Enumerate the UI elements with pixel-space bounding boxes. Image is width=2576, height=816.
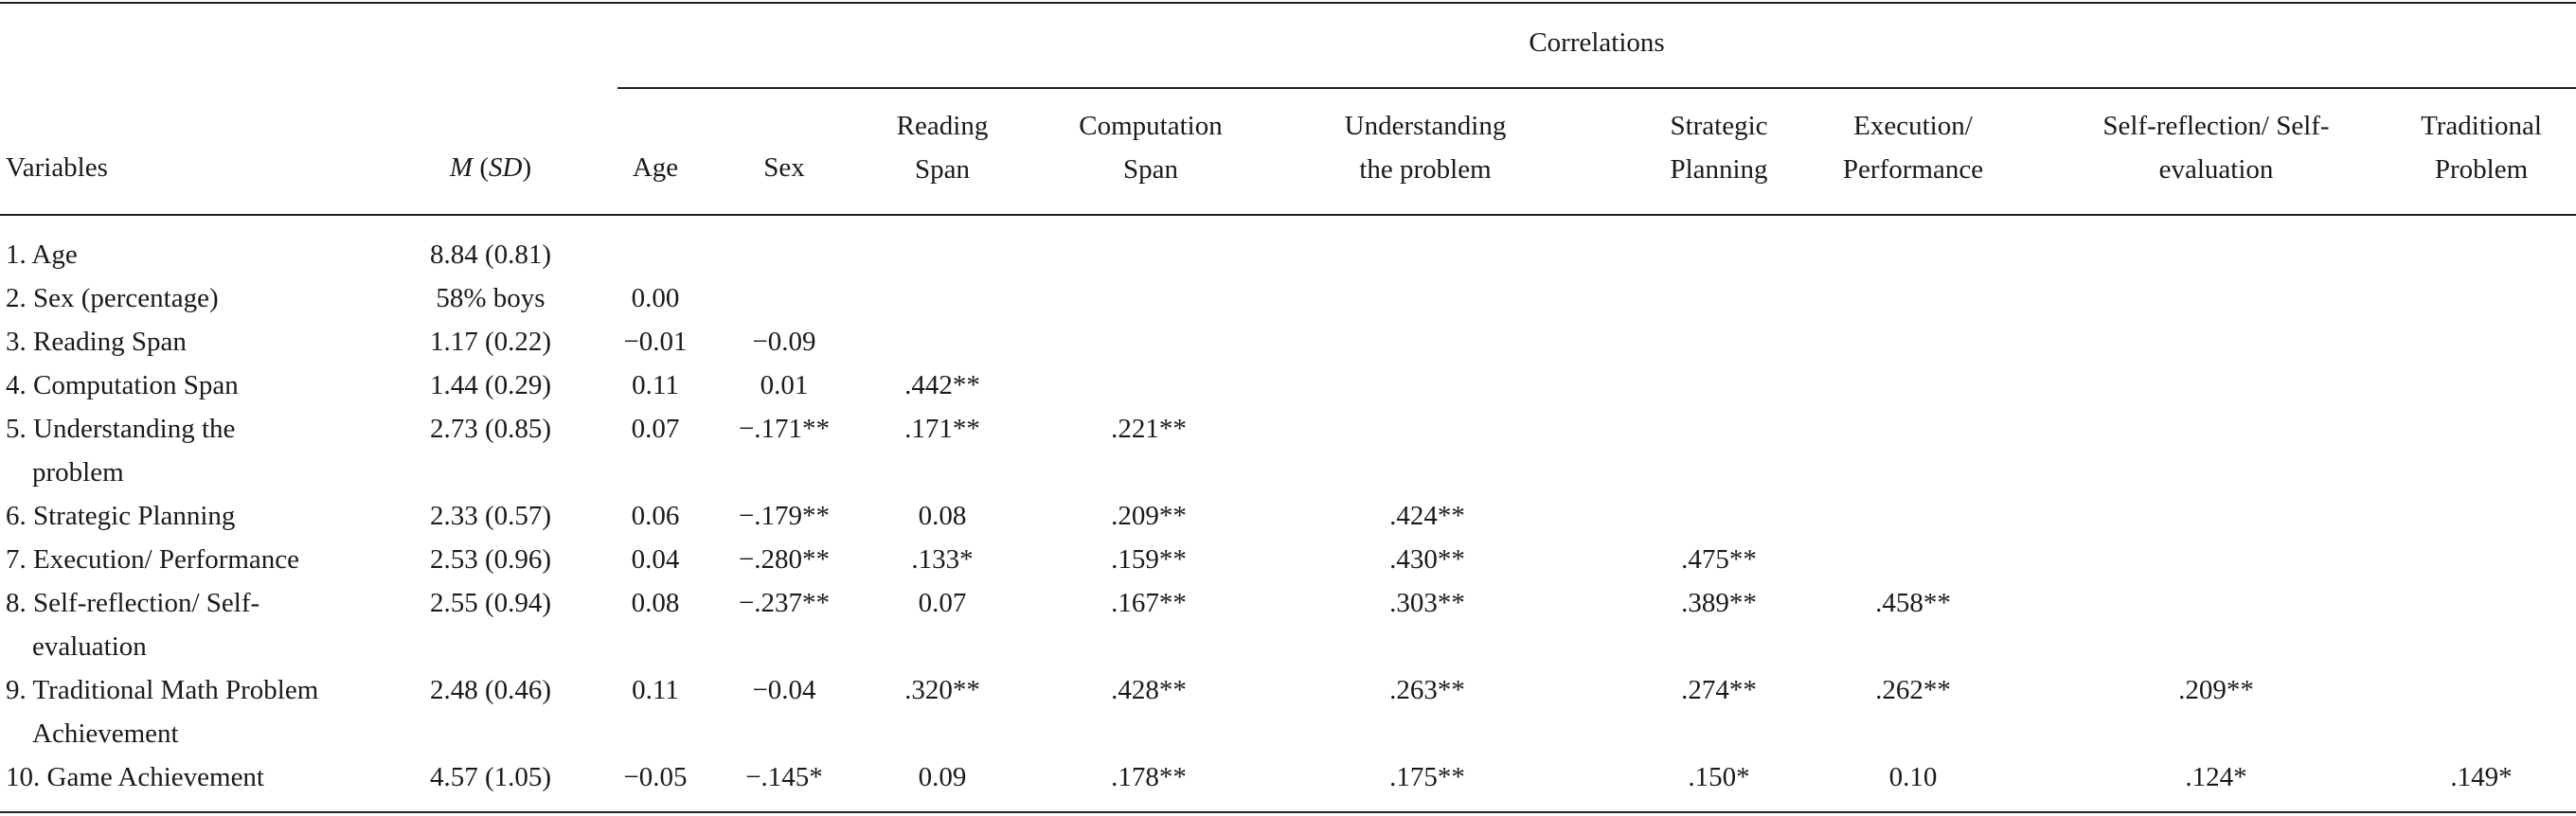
row-label	[6, 233, 78, 276]
msd-cell: 1.44 (0.29)	[429, 370, 552, 400]
header-computation-span-line1: Computation	[1079, 111, 1223, 141]
correlation-cell: −0.01	[623, 327, 688, 357]
row-label-line1: 4. Computation Span	[6, 370, 239, 400]
row-label	[6, 755, 264, 799]
header-sd: SD	[488, 152, 523, 183]
header-strategic-planning-line2: Planning	[1670, 154, 1768, 185]
row-label-line1: 2. Sex (percentage)	[6, 283, 219, 313]
correlation-cell: 0.07	[631, 414, 680, 444]
header-execution-line1: Execution/	[1853, 111, 1973, 141]
header-understanding-line2: the problem	[1359, 154, 1492, 185]
header-variables: Variables	[6, 152, 108, 183]
row-label	[6, 538, 299, 581]
msd-cell: 4.57 (1.05)	[429, 762, 552, 792]
row-label	[6, 364, 239, 407]
correlation-cell: 0.01	[760, 370, 809, 400]
correlation-cell: −.280**	[738, 544, 831, 575]
row-label-line1: 3. Reading Span	[6, 327, 187, 357]
header-understanding	[1279, 104, 1572, 191]
msd-cell: 1.17 (0.22)	[429, 327, 552, 357]
correlation-cell: .221**	[1111, 414, 1187, 444]
header-traditional-problem	[2391, 104, 2571, 191]
correlation-cell: .475**	[1681, 544, 1757, 575]
row-label-line1: 1. Age	[6, 239, 78, 270]
top-rule	[0, 2, 2576, 4]
row-label-line1: 7. Execution/ Performance	[6, 544, 300, 575]
msd-cell: 8.84 (0.81)	[429, 239, 552, 270]
msd-cell: 2.53 (0.96)	[429, 544, 552, 575]
row-label-line1: 5. Understanding the	[6, 414, 236, 444]
row-label	[6, 407, 235, 494]
msd-cell: 2.48 (0.46)	[429, 675, 552, 705]
header-computation-span	[1023, 104, 1279, 191]
row-label-line2: Achievement	[32, 718, 179, 749]
header-computation-span-line2: Span	[1123, 154, 1178, 185]
correlation-cell: −0.05	[623, 762, 688, 792]
msd-cell: 2.33 (0.57)	[429, 501, 552, 531]
row-label-line1: 9. Traditional Math Problem	[6, 675, 319, 705]
correlation-cell: .320**	[904, 675, 980, 705]
row-label	[6, 276, 219, 320]
header-traditional-problem-line1: Traditional	[2421, 111, 2542, 141]
header-rule	[0, 214, 2576, 216]
header-msd: M (SD)	[449, 152, 532, 183]
correlation-cell: 0.08	[631, 588, 680, 618]
correlation-cell: .430**	[1389, 544, 1465, 575]
header-age: Age	[632, 152, 679, 183]
correlation-cell: .159**	[1111, 544, 1187, 575]
correlation-cell: 0.11	[632, 675, 679, 705]
header-strategic-planning-line1: Strategic	[1670, 111, 1768, 141]
correlation-cell: −.145*	[745, 762, 823, 792]
correlation-cell: −.179**	[738, 501, 831, 531]
header-traditional-problem-line2: Problem	[2434, 154, 2529, 185]
header-reading-span-line2: Span	[915, 154, 970, 185]
correlation-cell: .458**	[1875, 588, 1951, 618]
header-self-reflection	[2055, 104, 2377, 191]
row-label-line1: 6. Strategic Planning	[6, 501, 236, 531]
correlation-cell: 0.11	[632, 370, 679, 400]
correlation-cell: −.171**	[738, 414, 831, 444]
header-execution	[1818, 104, 2008, 191]
correlation-cell: −.237**	[738, 588, 831, 618]
row-label	[6, 581, 259, 668]
row-label-line1: 10. Game Achievement	[6, 762, 264, 792]
correlation-cell: .178**	[1111, 762, 1187, 792]
correlation-cell: .150*	[1688, 762, 1750, 792]
correlation-cell: 0.08	[918, 501, 967, 531]
correlation-cell: −0.04	[752, 675, 816, 705]
header-sex: Sex	[763, 152, 805, 183]
correlation-cell: 0.09	[918, 762, 967, 792]
header-reading-span	[862, 104, 1023, 191]
header-self-reflection-line1: Self-reflection/ Self-	[2102, 111, 2330, 141]
msd-cell: 2.55 (0.94)	[429, 588, 552, 618]
correlation-cell: .209**	[1111, 501, 1187, 531]
correlation-cell: −0.09	[752, 327, 816, 357]
correlation-cell: 0.00	[631, 283, 680, 313]
correlation-cell: .124*	[2185, 762, 2247, 792]
correlation-cell: .167**	[1111, 588, 1187, 618]
correlations-group-header: Correlations	[1529, 27, 1665, 58]
correlation-cell: .389**	[1681, 588, 1757, 618]
correlation-cell: .428**	[1111, 675, 1187, 705]
correlation-cell: .424**	[1389, 501, 1465, 531]
header-execution-line2: Performance	[1842, 154, 1984, 185]
header-understanding-line1: Understanding	[1344, 111, 1507, 141]
correlation-cell: 0.04	[631, 544, 680, 575]
correlation-cell: .274**	[1681, 675, 1757, 705]
row-label-line1: 8. Self-reflection/ Self-	[6, 588, 260, 618]
row-label-line2: evaluation	[32, 631, 147, 662]
msd-cell: 58% boys	[436, 283, 546, 313]
header-self-reflection-line2: evaluation	[2158, 154, 2274, 185]
correlation-cell: .209**	[2178, 675, 2254, 705]
correlation-cell: .442**	[904, 370, 980, 400]
row-label	[6, 494, 235, 538]
row-label-line2: problem	[32, 457, 124, 488]
correlation-cell: .303**	[1389, 588, 1465, 618]
row-label	[6, 668, 318, 755]
correlation-cell: 0.10	[1888, 762, 1938, 792]
bottom-rule	[0, 811, 2576, 813]
correlation-cell: .262**	[1875, 675, 1951, 705]
correlation-cell: .175**	[1389, 762, 1465, 792]
correlation-cell: .149*	[2450, 762, 2513, 792]
correlation-cell: .171**	[904, 414, 980, 444]
correlation-cell: .133*	[911, 544, 974, 575]
correlation-cell: 0.06	[631, 501, 680, 531]
group-rule	[617, 87, 2576, 89]
header-m: M	[449, 152, 474, 183]
correlation-cell: 0.07	[918, 588, 967, 618]
row-label	[6, 320, 187, 364]
header-reading-span-line1: Reading	[896, 111, 989, 141]
correlation-cell: .263**	[1389, 675, 1465, 705]
msd-cell: 2.73 (0.85)	[429, 414, 552, 444]
